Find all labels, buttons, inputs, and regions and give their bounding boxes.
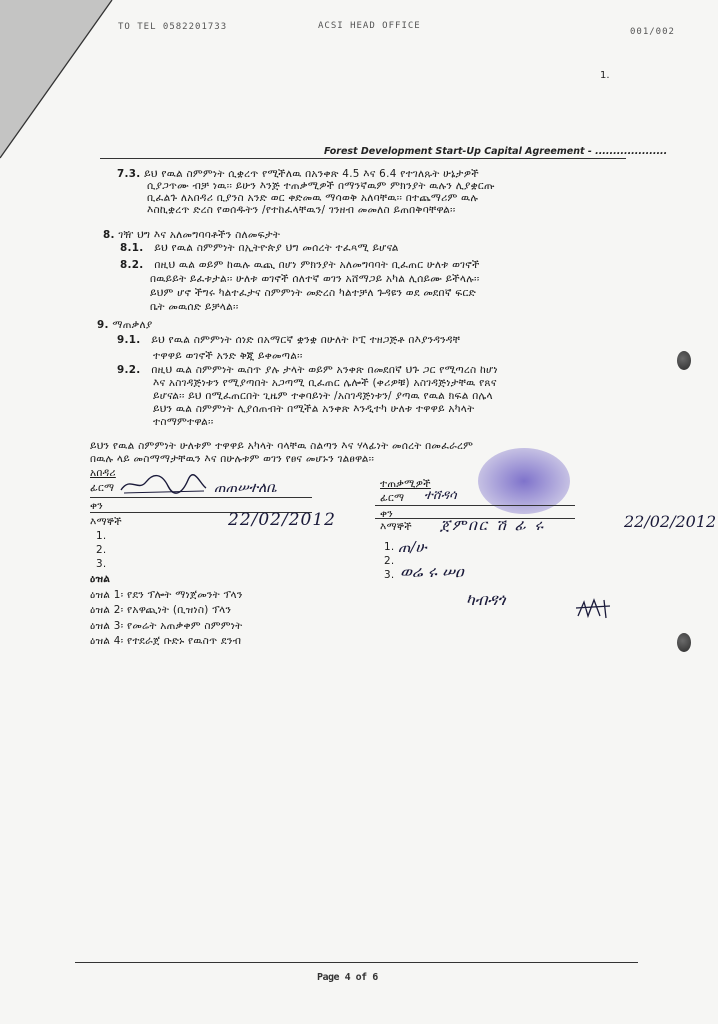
clause-7-3	[117, 168, 495, 216]
page-footer-mark: Page 4 of 6	[317, 972, 378, 983]
annex-item: ዕዝል 1፡ የደን ፕሎት ማነጀመንት ፕላን	[90, 588, 243, 601]
beneficiary-witness-3-name: ካብዳጎ	[466, 590, 506, 609]
beneficiary-witness-1-name: ጠ/ሁ	[398, 538, 427, 556]
clause-9-1: 9.1. ይህ የዉል ስምምነት ሰነድ በአማርኛ ቋንቋ በሁለት ኮፒ ተዘጋጅቶ በእያንዳንዳቸ ተዋዋይ ወገኖች አንድ ቅጂ ይቀመጣል፡፡	[117, 334, 461, 362]
punch-hole-top	[677, 351, 691, 370]
lender-date-handwritten: 22/02/2012	[228, 510, 336, 530]
page-mark: 1.	[600, 70, 610, 81]
annex-list	[90, 572, 243, 650]
clause-8-1: 8.1. ይህ የዉል ስምምነት በኢትዮጵያ ህግ መሰረት ተፈጻሚ ይሆናል	[120, 242, 399, 254]
annex-heading: ዕዝል	[90, 573, 111, 585]
beneficiary-sign-label: ፊርማ	[380, 492, 405, 504]
title-rule	[100, 158, 626, 159]
clause-number: 7.3.	[117, 168, 141, 180]
lender-sign-line	[90, 497, 312, 498]
lender-date-label: ቀን	[90, 500, 104, 512]
clause-8-2: 8.2. በዚህ ዉል ወይም ከዉሉ ዉጪ በሆነ ምክንያት አለመግባባት ቢፈጠር ሁለቱ ወገኖች በዉይይት ይፈቱታል፡፡ ሁለቱ ወገኖች ሰለተኛ ወገን አሸማጋይ አካል ሊሰይሙ ይችላሉ፡፡ ይህም ሆኖ ችግሩ ካልተፈታና ስምምነት መድረስ ካልተቻለ ጉዳዩን ወደ መደበኛ ፍርድ ቤት መዉሰድ ይቻላል፡፡	[120, 259, 480, 313]
clause-line: ይህ የዉል ስምምነት ሲቋረጥ የሚችለዉ በአንቀጽ 4.5 እና 6.4 የተገለጹት ሁኔታዎች	[144, 168, 479, 180]
footer-rule	[75, 962, 638, 963]
fax-office-line: ACSI HEAD OFFICE	[318, 21, 421, 31]
scan-corner-shadow	[0, 0, 115, 160]
fax-sender-line: TO TEL 0582201733	[118, 22, 228, 32]
lender-signature-scribble	[118, 472, 208, 498]
beneficiary-witness-handwritten: ጀምበር ሽ ፊ ሩ	[440, 516, 546, 534]
lender-witness-label: እማኞች	[90, 516, 122, 528]
fax-page-counter: 001/002	[630, 27, 675, 37]
beneficiary-witness-numbers: 1. 2. 3.	[384, 541, 395, 581]
clause-line: ቢፈልጉ ለአበዳሪ ቢያንስ አንድ ወር ቀድመዉ ማሳወቅ አለባቸዉ፡፡ በተጨማሪም ዉሉ	[147, 192, 479, 204]
beneficiary-name-handwritten: ተሸዳሳ	[424, 488, 457, 503]
annex-item: ዕዝል 4፡ የተደራጀ ቡድኑ የዉስጥ ደንብ	[90, 635, 242, 647]
beneficiary-witness-2-name: ወሬ ሩ ሠዐ	[400, 562, 464, 581]
section-9-heading: 9. ማጠቃለያ	[97, 319, 153, 331]
beneficiary-date-handwritten: 22/02/2012	[624, 512, 717, 531]
closing-statement: ይህን የዉል ስምምነት ሁለቱም ተዋዋይ አካላት ባላቸዉ ስልጣን እና ሃላፊነት መሰረት በመፈራረም በዉሉ ላይ መስማማታቸዉን እና በሁሉቱም ወገን የፀና መሆኑን ገልፀዋል፡፡	[90, 440, 474, 465]
punch-hole-bottom	[677, 633, 691, 652]
clause-line: እስኪቋረጥ ድረስ የወሰዱትን /የተከፈላቸዉን/ ገንዘብ መመለስ ይጠበቅባቸዋል፡፡	[147, 204, 456, 216]
lender-name-handwritten: ጠጠሠተለቤ	[214, 480, 277, 496]
beneficiary-label: ተጠቃሚዎች	[380, 478, 431, 490]
annex-item: ዕዝል 3፡ የመሬት አጠቃቀም ስምምነት	[90, 619, 243, 632]
annex-item: ዕዝል 2፡ የአዋጪነት (ቢዝነስ) ፕላን	[90, 604, 232, 616]
beneficiary-sign-line	[375, 505, 575, 506]
section-8-heading: 8. ገዥ ህግ እና አለመግባባቶችን ስለመፍታት	[103, 229, 281, 241]
beneficiary-date-label: ቀን	[380, 508, 394, 520]
lender-label: አበዳሪ	[90, 467, 116, 479]
clause-line: ሲያጋጥሙ ብቻ ነዉ፡፡ ይሁን እንጅ ተጠቃሚዎች በማንኛዉም ምክንያት ዉሉን ሊያቋርጡ	[147, 180, 495, 192]
beneficiary-witness-scribble	[574, 596, 614, 622]
document-title: Forest Development Start-Up Capital Agreement - ....................	[324, 146, 668, 157]
clause-9-2: 9.2. በዚህ ዉል ስምምነት ዉስጥ ያሉ ታላት ወይም አንቀጽ በመደበኛ ህጉ ጋር የሚጣረስ ከሆነ እና አስገዳጅነቱን የሚያጣበት አጋጣሚ ቢፈጠር ሌሎች (ቀሪዎቹ) አስገዳጅነታቸዉ የጸና ይሆናል፡፡ ይህ በሚፈጠርበት ጊዜም ተቀባይነት /አስገዳጅነቱን/ ያጣዉ የዉል ክፍል በሌላ ይህን ዉል ስምምነት ሊያሰጠብት በሚችል አንቀጽ እንዲተካ ሁለቱ ተዋዋይ አካላት ተስማምተዋል፡፡	[117, 364, 498, 428]
lender-witness-numbers: 1. 2. 3.	[96, 530, 107, 570]
lender-sign-label: ፊርማ	[90, 482, 115, 494]
beneficiary-witness-label: እማኞች	[380, 521, 412, 533]
